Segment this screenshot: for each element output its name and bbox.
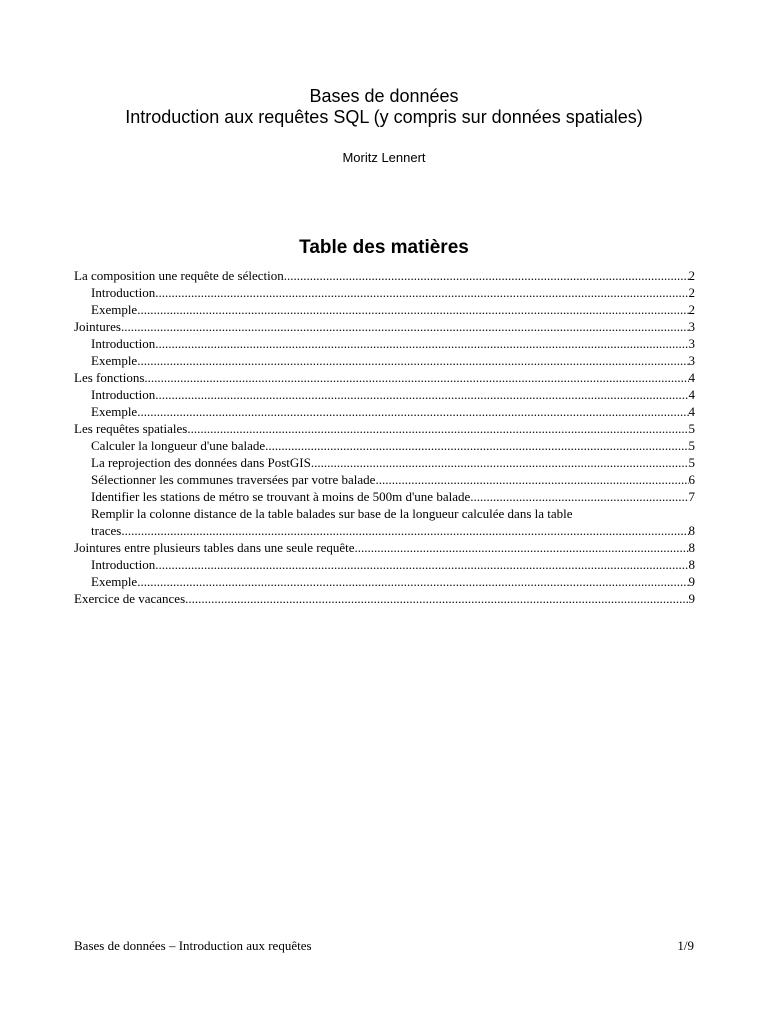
toc-entry-text[interactable]: Sélectionner les communes traversées par votre balade	[91, 472, 376, 487]
toc-entry[interactable]	[74, 335, 695, 352]
toc-entry[interactable]	[74, 437, 695, 454]
footer-title: Bases de données – Introduction aux requêtes	[74, 938, 312, 953]
toc-page-number[interactable]: 8	[688, 557, 695, 572]
toc-entry[interactable]	[74, 386, 695, 403]
toc-entry-text[interactable]: Jointures entre plusieurs tables dans une seule requête	[74, 540, 355, 555]
toc-dot-leader	[121, 522, 688, 539]
toc-entry[interactable]	[74, 267, 695, 284]
toc-entry-text[interactable]: Jointures	[74, 319, 121, 334]
toc-entry[interactable]	[74, 471, 695, 488]
toc-entry-text[interactable]: Exemple	[91, 404, 138, 419]
toc-entry[interactable]	[74, 369, 695, 386]
toc-page-number[interactable]: 2	[688, 302, 695, 317]
toc-page-number[interactable]: 3	[688, 353, 695, 368]
toc-entry[interactable]	[74, 318, 695, 335]
toc-page-number[interactable]: 5	[688, 438, 695, 453]
toc-dot-leader	[144, 369, 688, 386]
toc-entry-text[interactable]: La composition une requête de sélection	[74, 268, 284, 283]
toc-dot-leader	[155, 556, 688, 573]
author-name: Moritz Lennert	[342, 150, 426, 165]
toc-heading: Table des matières	[299, 237, 469, 258]
toc-page-number[interactable]: 8	[688, 540, 695, 555]
toc-entry-text[interactable]: Exemple	[91, 302, 138, 317]
toc-entry-text[interactable]: Exemple	[91, 574, 138, 589]
toc-dot-leader	[185, 590, 688, 607]
toc-page-number[interactable]: 9	[688, 591, 695, 606]
toc-page-number[interactable]: 4	[688, 404, 695, 419]
toc-entry-text[interactable]: La reprojection des données dans PostGIS	[91, 455, 311, 470]
toc-entry[interactable]	[74, 573, 695, 590]
toc-entry[interactable]	[74, 420, 695, 437]
toc-entry-text[interactable]: Introduction	[91, 387, 156, 402]
toc-page-number[interactable]: 8	[688, 523, 695, 538]
footer-page-number: 1/9	[677, 938, 694, 953]
toc-entry-text[interactable]: traces	[91, 523, 122, 538]
toc-page-number[interactable]: 4	[688, 370, 695, 385]
toc-page-number[interactable]: 5	[688, 455, 695, 470]
toc-entry[interactable]	[74, 352, 695, 369]
toc-entry-text[interactable]: Introduction	[91, 557, 156, 572]
toc-dot-leader	[311, 454, 689, 471]
toc-entry-text[interactable]: Exercice de vacances	[74, 591, 186, 606]
toc-dot-leader	[265, 437, 688, 454]
toc-entry[interactable]	[74, 488, 695, 505]
toc-entry-text-continued[interactable]: Remplir la colonne distance de la table balades sur base de la longueur calculée dans la table	[91, 506, 573, 521]
toc-entry-text[interactable]: Calculer la longueur d'une balade	[91, 438, 266, 453]
toc-dot-leader	[137, 301, 688, 318]
toc-entry[interactable]	[74, 556, 695, 573]
toc-page-number[interactable]: 6	[688, 472, 695, 487]
toc-dot-leader	[155, 386, 688, 403]
toc-page-number[interactable]: 2	[688, 285, 695, 300]
document-subtitle: Introduction aux requêtes SQL (y compris sur données spatiales)	[125, 107, 643, 127]
toc-entry-text[interactable]: Identifier les stations de métro se trouvant à moins de 500m d'une balade	[91, 489, 471, 504]
toc-dot-leader	[155, 284, 688, 301]
toc-entry-text[interactable]: Introduction	[91, 336, 156, 351]
toc-page-number[interactable]: 4	[688, 387, 695, 402]
toc-dot-leader	[470, 488, 688, 505]
toc-dot-leader	[355, 539, 689, 556]
toc-entry[interactable]	[74, 522, 695, 539]
toc-page-number[interactable]: 2	[688, 268, 695, 283]
toc-entry[interactable]	[74, 590, 695, 607]
document-title: Bases de données	[309, 86, 459, 106]
toc-entry[interactable]	[74, 403, 695, 420]
toc-dot-leader	[137, 573, 688, 590]
toc-dot-leader	[155, 335, 688, 352]
toc-page-number[interactable]: 5	[688, 421, 695, 436]
toc-dot-leader	[284, 267, 689, 284]
toc-page-number[interactable]: 3	[688, 319, 695, 334]
toc-entry-text[interactable]: Les requêtes spatiales	[74, 421, 188, 436]
toc-entry-text[interactable]: Les fonctions	[74, 370, 145, 385]
toc-entry-text[interactable]: Exemple	[91, 353, 138, 368]
toc-dot-leader	[187, 420, 688, 437]
toc-entry-text[interactable]: Introduction	[91, 285, 156, 300]
toc-entry[interactable]	[74, 301, 695, 318]
toc-dot-leader	[137, 403, 688, 420]
toc-dot-leader	[121, 318, 689, 335]
table-of-contents	[74, 267, 695, 607]
toc-page-number[interactable]: 9	[688, 574, 695, 589]
toc-page-number[interactable]: 3	[688, 336, 695, 351]
toc-entry[interactable]	[74, 539, 695, 556]
toc-entry[interactable]	[74, 284, 695, 301]
toc-entry[interactable]	[74, 454, 695, 471]
toc-dot-leader	[137, 352, 688, 369]
toc-dot-leader	[375, 471, 688, 488]
toc-page-number[interactable]: 7	[688, 489, 695, 504]
